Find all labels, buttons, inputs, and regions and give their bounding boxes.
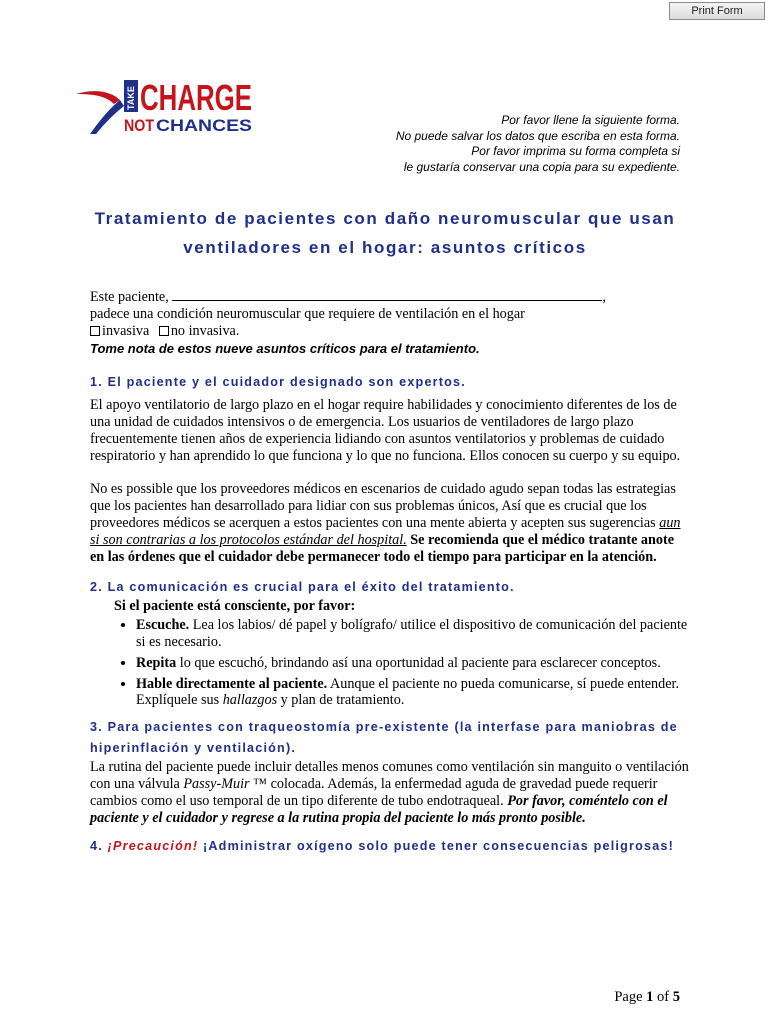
invasive-checkbox[interactable] [90, 326, 100, 336]
take-charge-logo [76, 74, 258, 136]
form-instructions: Por favor llene la siguiente forma. No puede salvar los datos que escriba en esta forma. Por favor imprima su forma completa si le gustaría conservar una copia para su expediente. [395, 113, 680, 174]
section-1-heading: 1. El paciente y el cuidador designado son expertos. [90, 375, 466, 390]
page-title: Tratamiento de pacientes con daño neuromuscular que usan ventiladores en el hogar: asuntos críticos [94, 209, 676, 257]
svg-text:CHARGE: CHARGE [140, 77, 252, 118]
patient-name-field[interactable] [172, 288, 602, 301]
page-number: Page 1 of 5 [614, 989, 680, 1005]
communication-list: • Escuche. Lea los labios/ dé papel y bolígrafo/ utilice el dispositivo de comunicación del paciente si es necesario. • Repita lo que escuchó, brindando así una oportunidad al paciente para esclarecer conceptos. • Hable directamente al paciente. Aunque el paciente no pueda comunicarse, sí puede entender. Explíquele sus hallazgos y plan de tratamiento. [90, 617, 690, 709]
print-form-button[interactable]: Print Form [669, 2, 765, 20]
section-4-heading: 4. ¡Precaución! ¡Administrar oxígeno solo puede tener consecuencias peligrosas! [90, 839, 675, 854]
section-2-heading: 2. La comunicación es crucial para el éxito del tratamiento. [90, 580, 515, 595]
document-body: Este paciente, , padece una condición neuromuscular que requiere de ventilación en el hogar invasiva no invasiva. Tome nota de estos nueve asuntos críticos para el tratamiento. 1. El paciente y el cuidador designado son expertos. El apoyo ventilatorio de largo plazo en el hogar require habilidades y conocimiento diferentes de los de una unidad de cuidados intensivos o de emergencia. Los usuarios de ventiladores de largo plazo frecuentemente tienen años de experiencia lidiando con asuntos ventilatorios y problemas de cuidado respiratorio y han aprendido lo que funciona y lo que no funciona. Ellos conocen su cuerpo y su equipo. No es possible que los proveedores médicos en escenarios de cuidado agudo sepan todas las estrategias que los pacientes han desarrollado para lidiar con sus problemas únicos, Así que es crucial que los proveedores médicos se acerquen a estos pacientes con una mente abierta y acepten sus sugerencias aun si son contrarias a los protocolos estándar del hospital. Se recomienda que el médico tratante anote en las órdenes que el cuidador debe permanecer todo el tiempo para participar en la atención. 2. La comunicación es crucial para el éxito del tratamiento. Si el paciente está consciente, por favor: • Escuche. Lea los labios/ dé papel y bolígrafo/ utilice el dispositivo de comunicación del paciente si es necesario. • Repita lo que escuchó, brindando así una oportunidad al paciente para esclarecer conceptos. • Hable directamente al paciente. Aunque el paciente no pueda comunicarse, sí puede entender. Explíquele sus hallazgos y plan de tratamiento. 3. Para pacientes con traqueostomía pre-existente (la interfase para maniobras de hiperinflación y ventilación). La rutina del paciente puede incluir detalles menos comunes como ventilación sin manguito o ventilación con una válvula Passy-Muir ™ colocada. Además, la enfermedad aguda de gravedad puede requerir cambios como el uso temporal de un tipo diferente de tubo endotraqueal. Por favor, coméntelo con el paciente y el cuidador y regrese a la rutina propia del paciente lo más pronto posible. 4. ¡Precaución! ¡Administrar oxígeno solo puede tener consecuencias peligrosas! [90, 288, 690, 857]
noninvasive-checkbox[interactable] [159, 326, 169, 336]
svg-text:TAKE: TAKE [126, 86, 136, 110]
svg-text:NOT: NOT [124, 116, 155, 135]
svg-text:CHANCES: CHANCES [156, 116, 252, 135]
section-3-heading: 3. Para pacientes con traqueostomía pre-existente (la interfase para maniobras de hiperinflación y ventilación). [90, 720, 678, 756]
